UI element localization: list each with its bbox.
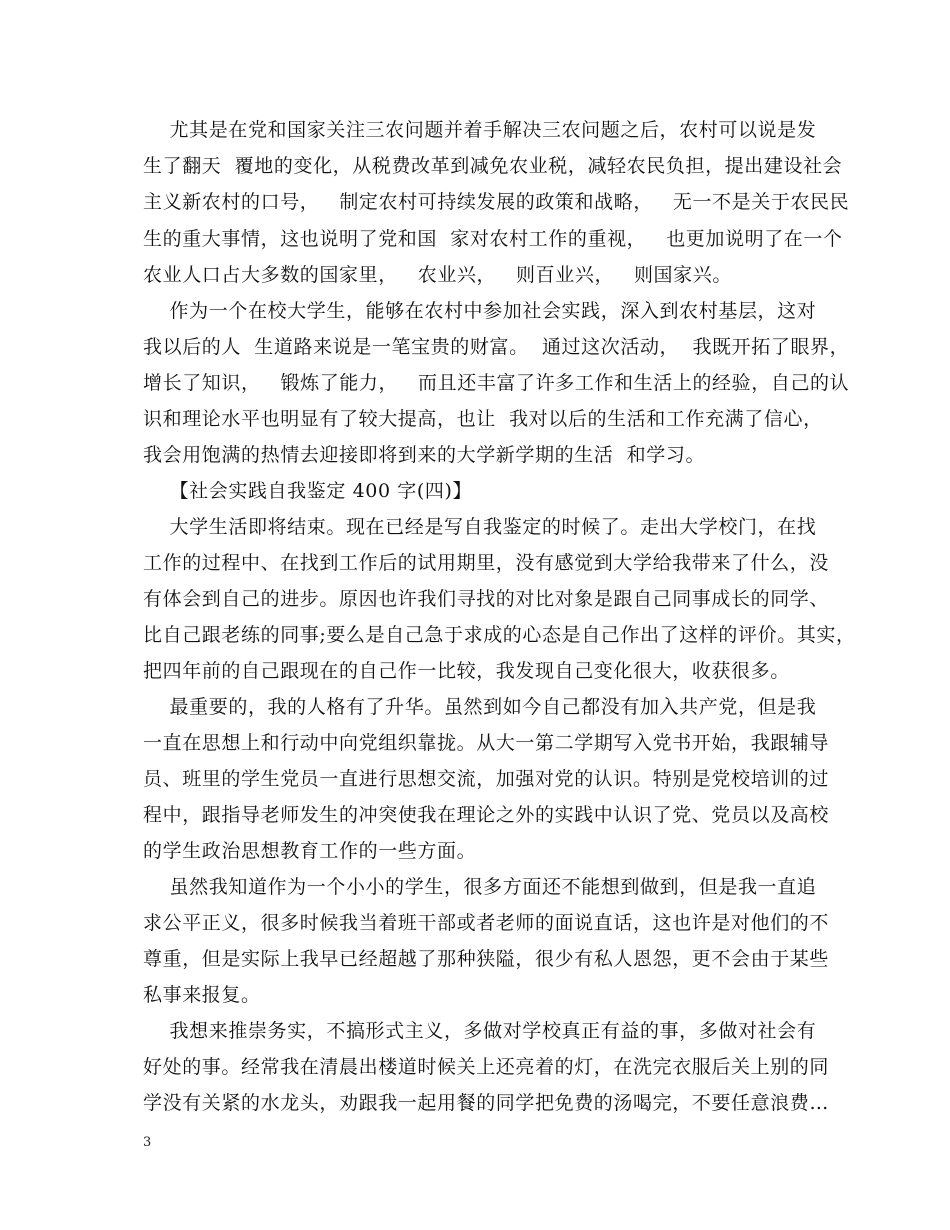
page-number: 3 — [143, 1135, 152, 1150]
text-line: 尤其是在党和国家关注三农问题并着手解决三农问题之后，农村可以说是发 — [143, 119, 817, 141]
text-line: 学没有关紧的水龙头，劝跟我一起用餐的同学把免费的汤喝完，不要任意浪费… — [143, 1092, 830, 1114]
text-line: 程中，跟指导老师发生的冲突使我在理论之外的实践中认识了党、党员以及高校 — [143, 804, 830, 826]
text-line: 虽然我知道作为一个小小的学生，很多方面还不能想到做到，但是我一直追 — [143, 876, 817, 898]
text-line: 一直在思想上和行动中向党组织靠拢。从大一第二学期写入党书开始，我跟辅导 — [143, 732, 830, 754]
text-line: 生了翻天 覆地的变化，从税费改革到减免农业税，减轻农民负担，提出建设社会 — [143, 155, 843, 177]
text-line: 工作的过程中、在找到工作后的试用期里，没有感觉到大学给我带来了什么，没 — [143, 552, 830, 574]
section-heading: 【社会实践自我鉴定 400 字(四)】 — [143, 480, 473, 502]
text-line: 私事来报复。 — [143, 984, 261, 1006]
text-line: 作为一个在校大学生，能够在农村中参加社会实践，深入到农村基层，这对 — [143, 300, 817, 322]
text-line: 好处的事。经常我在清晨出楼道时候关上还亮着的灯，在洗完衣服后关上别的同 — [143, 1056, 830, 1078]
text-line: 员、班里的学生党员一直进行思想交流，加强对党的认识。特别是党校培训的过 — [143, 768, 830, 790]
text-line: 尊重，但是实际上我早已经超越了那种狭隘，很少有私人恩怨，更不会由于某些 — [143, 948, 830, 970]
text-line: 农业人口占大多数的国家里， 农业兴， 则百业兴， 则国家兴。 — [143, 264, 732, 286]
text-line: 把四年前的自己跟现在的自己作一比较，我发现自己变化很大，收获很多。 — [143, 660, 790, 682]
text-line: 求公平正义，很多时候我当着班干部或者老师的面说直话，这也许是对他们的不 — [143, 912, 830, 934]
text-line: 有体会到自己的进步。原因也许我们寻找的对比对象是跟自己同事成长的同学、 — [143, 588, 830, 610]
text-line: 我以后的人 生道路来说是一笔宝贵的财富。 通过这次活动， 我既开拓了眼界， — [143, 336, 850, 358]
text-line: 最重要的，我的人格有了升华。虽然到如今自己都没有加入共产党，但是我 — [143, 696, 817, 718]
text-line: 我会用饱满的热情去迎接即将到来的大学新学期的生活 和学习。 — [143, 444, 706, 466]
text-line: 生的重大事情，这也说明了党和国 家对农村工作的重视， 也更加说明了在一个 — [143, 228, 843, 250]
text-line: 的学生政治思想教育工作的一些方面。 — [143, 840, 477, 862]
text-line: 识和理论水平也明显有了较大提高，也让 我对以后的生活和工作充满了信心， — [143, 408, 823, 430]
text-line: 主义新农村的口号， 制定农村可持续发展的政策和战略， 无一不是关于农民民 — [143, 191, 850, 213]
text-line: 我想来推崇务实，不搞形式主义，多做对学校真正有益的事，多做对社会有 — [143, 1020, 817, 1042]
text-line: 比自己跟老练的同事;要么是自己急于求成的心态是自己作出了这样的评价。其实， — [143, 624, 856, 646]
text-line: 增长了知识， 锻炼了能力， 而且还丰富了许多工作和生活上的经验，自己的认 — [143, 372, 850, 394]
text-line: 大学生活即将结束。现在已经是写自我鉴定的时候了。走出大学校门，在找 — [143, 516, 817, 538]
